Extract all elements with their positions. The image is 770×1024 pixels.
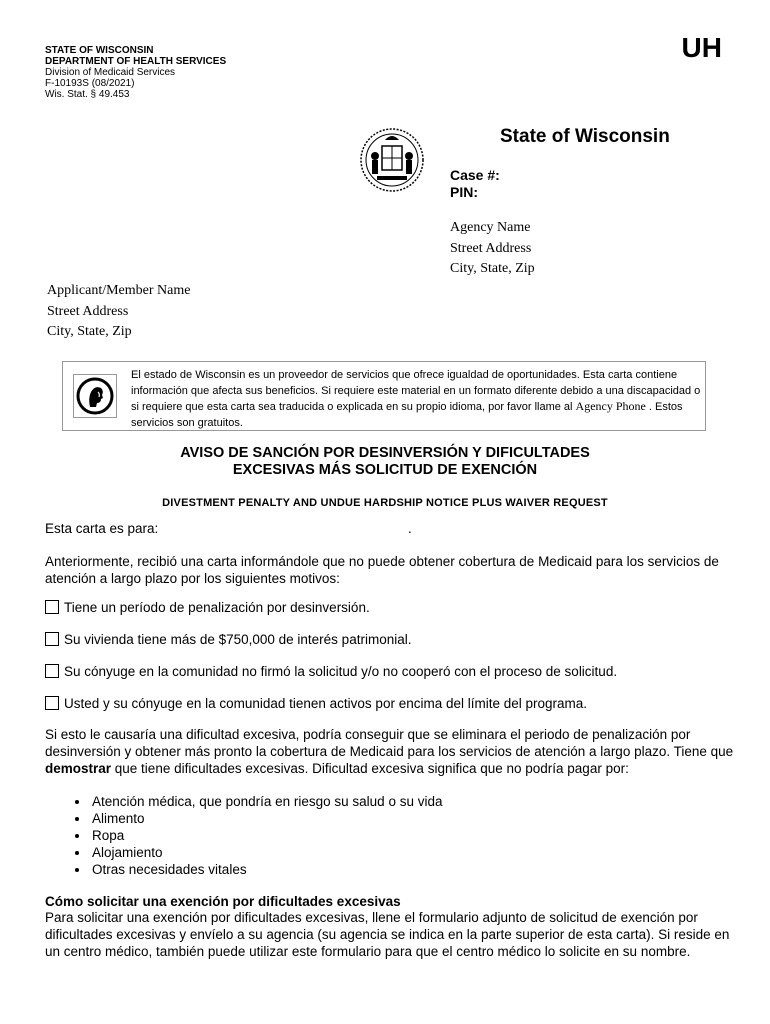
list-item: • Atención médica, que pondría en riesgo su salud o su vida — [90, 793, 735, 810]
needs-list — [45, 793, 735, 878]
hardship-paragraph — [45, 726, 735, 777]
accessibility-notice — [62, 361, 706, 431]
statute: Wis. Stat. § 49.453 — [45, 89, 130, 100]
reason-label: Su cónyuge en la comunidad no firmó la solicitud y/o no cooperó con el proceso de solicitud. — [64, 664, 618, 679]
agency-phone: Agency Phone — [575, 399, 646, 413]
pin-label: PIN: — [450, 184, 478, 200]
reason-checkbox[interactable] — [45, 664, 59, 678]
hardship-text-start: Si esto le causaría una dificultad excesiva, podría conseguir que se eliminara el periodo de penalización por desinversión y obtener más pronto la cobertura de Medicaid para los servicios de atención a largo plazo. Tiene que — [45, 727, 734, 759]
applicant-street: Street Address — [47, 303, 129, 319]
how-heading: Cómo solicitar una exención por dificultades excesivas — [45, 894, 401, 909]
agency-name: Agency Name — [450, 220, 531, 235]
document-title — [0, 445, 770, 479]
list-item: • Otras necesidades vitales — [90, 861, 735, 878]
reason-row[interactable] — [45, 631, 735, 648]
notice-text — [131, 368, 701, 431]
hardship-text-end: que tiene dificultades excesivas. Dificultad excesiva significa que no podría pagar por: — [111, 761, 629, 776]
reason-row[interactable] — [45, 695, 735, 712]
notice-text-end: . Estos servicios son gratuitos. — [131, 401, 683, 429]
reason-label: Su vivienda tiene más de $750,000 de interés patrimonial. — [64, 632, 412, 647]
accessibility-icon — [73, 374, 117, 418]
reason-row[interactable] — [45, 599, 735, 616]
reason-checkbox[interactable] — [45, 632, 59, 646]
reason-checkbox[interactable] — [45, 600, 59, 614]
reason-label: Usted y su cónyuge en la comunidad tienen activos por encima del límite del programa. — [64, 696, 588, 711]
agency-address — [450, 218, 535, 280]
agency-line-1: STATE OF WISCONSIN — [45, 45, 154, 56]
list-item: • Alimento — [90, 810, 735, 827]
title-line-2: EXCESIVAS MÁS SOLICITUD DE EXENCIÓN — [232, 462, 538, 478]
form-header — [45, 45, 226, 100]
list-item: • Ropa — [90, 827, 735, 844]
wisconsin-seal-icon — [357, 124, 427, 194]
reason-row[interactable] — [45, 663, 735, 680]
reason-label: Tiene un período de penalización por desinversión. — [64, 600, 370, 615]
letter-for-label: Esta carta es para: — [45, 521, 159, 536]
list-item: • Alojamiento — [90, 844, 735, 861]
case-block — [450, 167, 500, 201]
case-label: Case #: — [450, 167, 500, 183]
applicant-city: City, State, Zip — [47, 324, 132, 339]
state-title: State of Wisconsin — [500, 126, 670, 147]
title-line-1: AVISO DE SANCIÓN POR DESINVERSIÓN Y DIFICULTADES — [180, 445, 590, 461]
letter-for-end: . — [408, 521, 412, 536]
division: Division of Medicaid Services — [45, 67, 176, 78]
hardship-emphasis: demostrar — [45, 761, 112, 776]
form-number: F-10193S (08/2021) — [45, 78, 135, 89]
intro-paragraph: Anteriormente, recibió una carta informándole que no puede obtener cobertura de Medicaid para los servicios de atención a largo plazo por los siguientes motivos: — [45, 554, 719, 586]
form-code: UH — [681, 32, 722, 63]
notice-text-start: El estado de Wisconsin es un proveedor de servicios que ofrece igualdad de oportunidades. Esta carta contiene información que afecta sus beneficios. Si requiere este material en un formato diferente debido a una discapacidad o si requiere que esta carta sea traducida o explicada en su propio idioma, por favor llame al — [131, 369, 701, 413]
applicant-address — [47, 281, 190, 343]
english-subtitle: DIVESTMENT PENALTY AND UNDUE HARDSHIP NOTICE PLUS WAIVER REQUEST — [162, 497, 608, 509]
applicant-name: Applicant/Member Name — [47, 283, 191, 298]
agency-street: Street Address — [450, 240, 532, 256]
reason-checkbox[interactable] — [45, 696, 59, 710]
letter-for — [45, 520, 735, 537]
how-paragraph: Para solicitar una exención por dificultades excesivas, llene el formulario adjunto de solicitud de exención por dificultades excesivas y envíelo a su agencia (su agencia se indica en la parte superior de esta carta). Si reside en un centro médico, también puede utilizar este formulario para que el centro médico lo solicite en su nombre. — [45, 910, 730, 959]
agency-line-2: DEPARTMENT OF HEALTH SERVICES — [45, 56, 227, 67]
agency-city: City, State, Zip — [450, 261, 535, 276]
